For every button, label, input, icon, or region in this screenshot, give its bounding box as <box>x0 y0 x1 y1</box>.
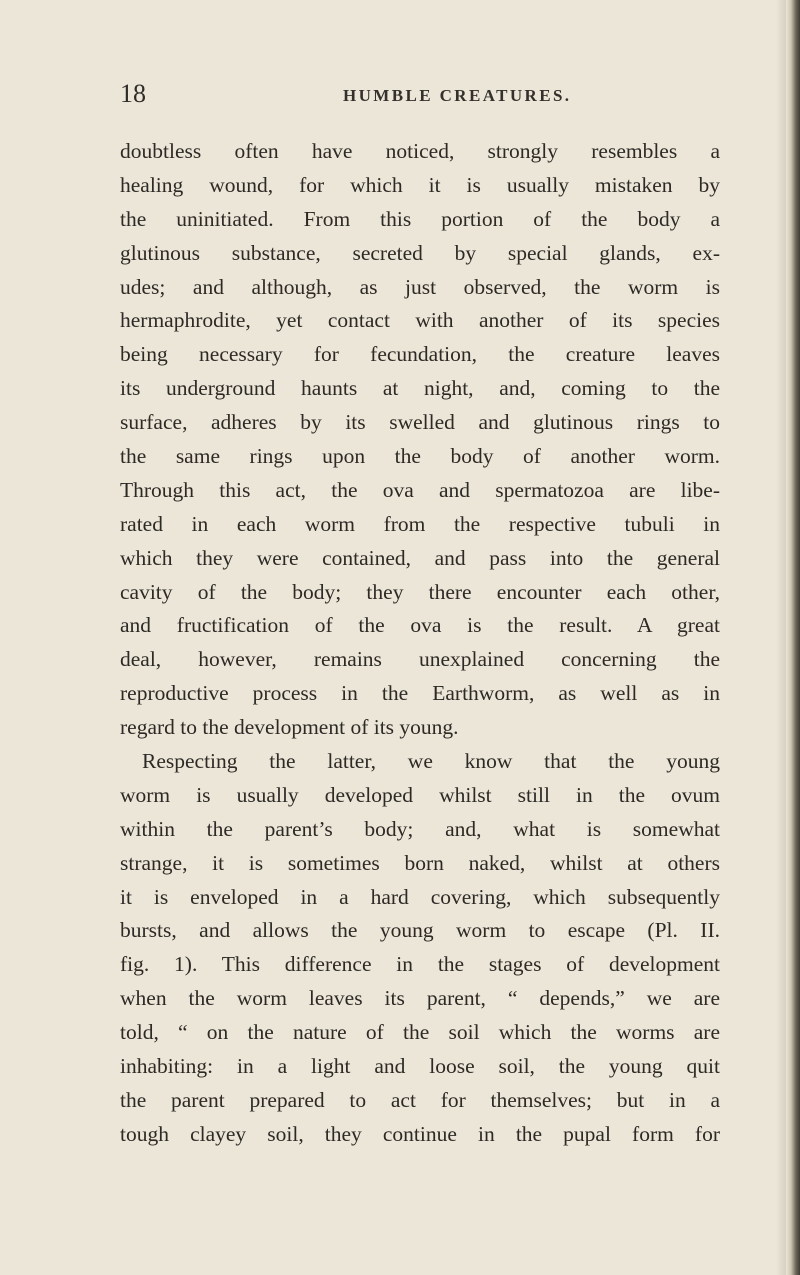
text-line: told, “ on the nature of the soil which the worms are <box>120 1020 720 1045</box>
text-line: it is enveloped in a hard covering, which subsequently <box>120 884 720 909</box>
page-number: 18 <box>120 79 146 108</box>
text-line: reproductive process in the Earthworm, as well as in <box>120 681 720 706</box>
page-edge <box>786 0 800 1275</box>
running-head: HUMBLE CREATURES. <box>343 86 572 105</box>
text-line: the same rings upon the body of another worm. <box>120 444 720 469</box>
text-line: the parent prepared to act for themselves; but in a <box>120 1087 720 1112</box>
page-edge-shadow <box>776 0 786 1275</box>
text-line: surface, adheres by its swelled and glutinous rings to <box>120 410 720 435</box>
page-header <box>0 78 800 118</box>
text-line: within the parent’s body; and, what is somewhat <box>120 816 720 841</box>
text-line: cavity of the body; they there encounter each other, <box>120 579 720 604</box>
text-line: strange, it is sometimes born naked, whilst at others <box>120 850 720 875</box>
text-line: rated in each worm from the respective tubuli in <box>120 511 720 536</box>
text-line: Respecting the latter, we know that the young <box>142 749 720 774</box>
text-line: and fructification of the ova is the result. A great <box>120 613 720 638</box>
text-line: deal, however, remains unexplained concerning the <box>120 647 720 672</box>
text-line: fig. 1). This difference in the stages of development <box>120 952 720 977</box>
text-line: udes; and although, as just observed, the worm is <box>120 274 720 299</box>
text-line: its underground haunts at night, and, coming to the <box>120 376 720 401</box>
text-line: inhabiting: in a light and loose soil, the young quit <box>120 1054 720 1079</box>
text-line: being necessary for fecundation, the creature leaves <box>120 342 720 367</box>
text-line: healing wound, for which it is usually mistaken by <box>120 172 720 197</box>
text-line: when the worm leaves its parent, “ depends,” we are <box>120 986 720 1011</box>
text-line: the uninitiated. From this portion of the body a <box>120 206 720 231</box>
text-line: which they were contained, and pass into the general <box>120 545 720 570</box>
text-line: hermaphrodite, yet contact with another of its species <box>120 308 720 333</box>
text-line: regard to the development of its young. <box>120 715 459 740</box>
text-line: glutinous substance, secreted by special glands, ex- <box>120 240 720 265</box>
body-text <box>120 135 720 1152</box>
text-line: doubtless often have noticed, strongly resembles a <box>120 139 720 163</box>
text-line: Through this act, the ova and spermatozoa are libe- <box>120 477 720 502</box>
text-line: bursts, and allows the young worm to escape (Pl. II. <box>120 918 720 943</box>
text-line: tough clayey soil, they continue in the pupal form for <box>120 1121 720 1146</box>
text-line: worm is usually developed whilst still in the ovum <box>120 782 720 807</box>
